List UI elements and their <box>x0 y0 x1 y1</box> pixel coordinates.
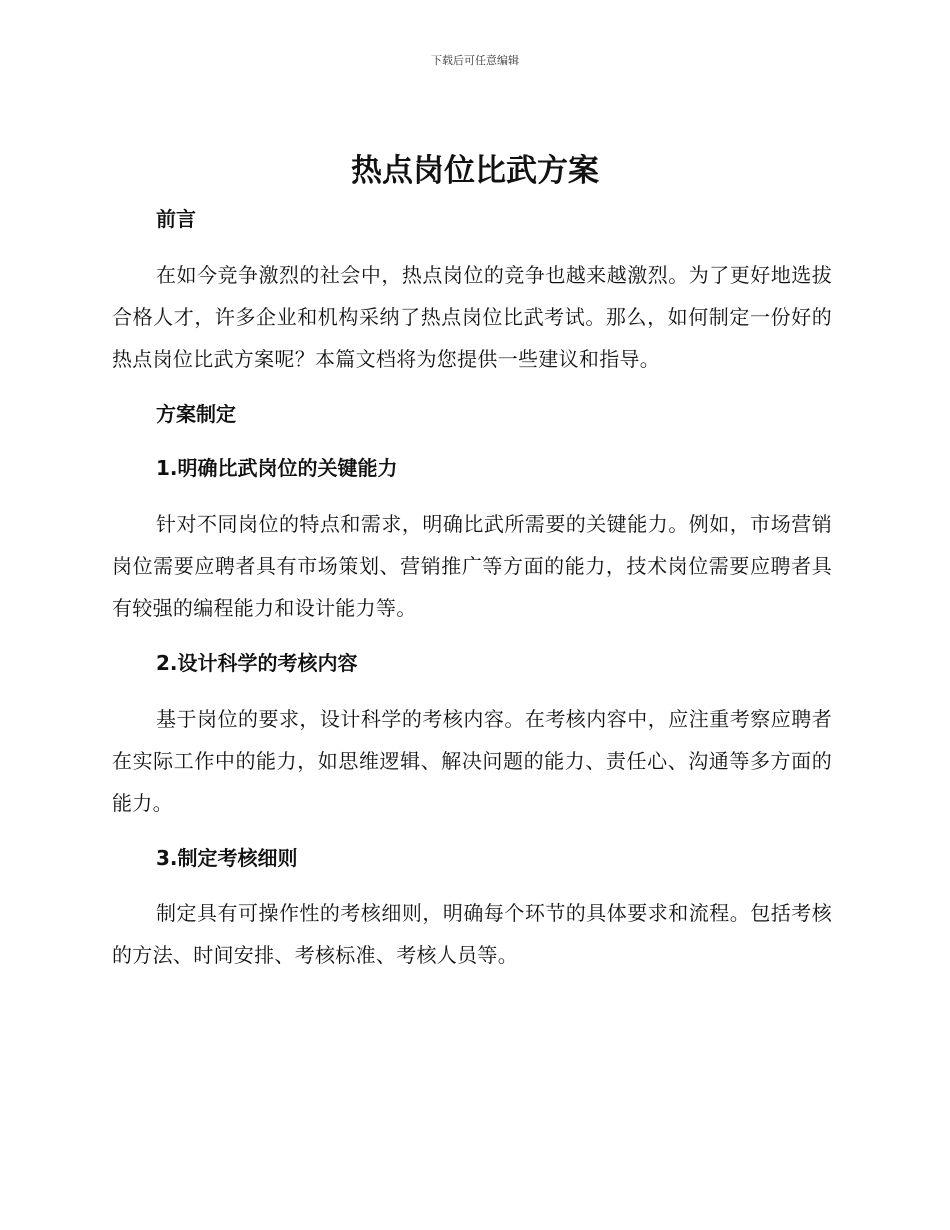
preface-heading: 前言 <box>156 207 196 231</box>
preface-paragraph: 在如今竞争激烈的社会中，热点岗位的竞争也越来越激烈。为了更好地选拔合格人才，许多企业和机构采纳了热点岗位比武考试。那么，如何制定一份好的热点岗位比武方案呢？本篇文档将为您提供一些建议和指导。 <box>112 263 832 371</box>
section-1-paragraph: 针对不同岗位的特点和需求，明确比武所需要的关键能力。例如，市场营销岗位需要应聘者具有市场策划、营销推广等方面的能力，技术岗位需要应聘者具有较强的编程能力和设计能力等。 <box>112 512 832 620</box>
page-header-note: 下载后可任意编辑 <box>431 54 519 67</box>
section-3-heading: 3.制定考核细则 <box>156 846 298 870</box>
section-2-paragraph: 基于岗位的要求，设计科学的考核内容。在考核内容中，应注重考察应聘者在实际工作中的能力，如思维逻辑、解决问题的能力、责任心、沟通等多方面的能力。 <box>112 707 832 815</box>
section-2-heading: 2.设计科学的考核内容 <box>156 651 358 675</box>
section-3-paragraph: 制定具有可操作性的考核细则，明确每个环节的具体要求和流程。包括考核的方法、时间安排、考核标准、考核人员等。 <box>112 901 832 967</box>
plan-heading: 方案制定 <box>156 402 236 426</box>
section-1-heading: 1.明确比武岗位的关键能力 <box>156 456 398 480</box>
document-title: 热点岗位比武方案 <box>351 153 599 189</box>
